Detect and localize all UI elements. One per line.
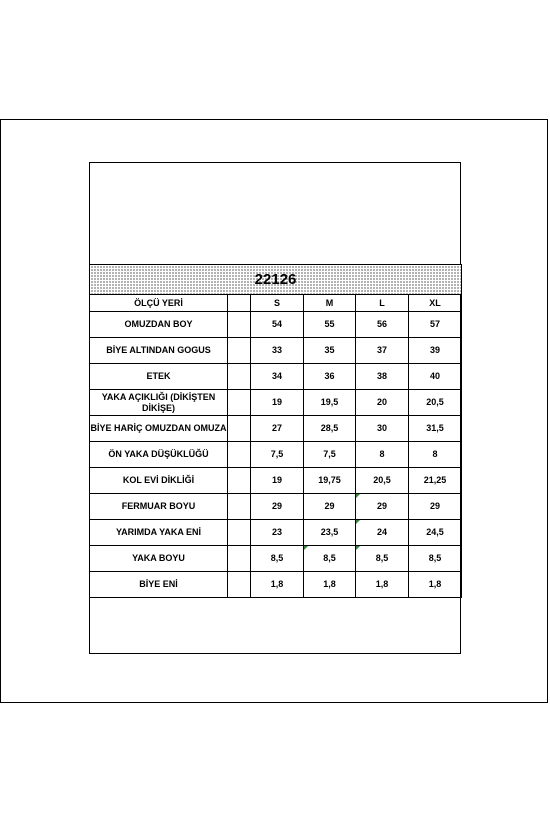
table-row bbox=[90, 520, 462, 546]
value-cell: 8,5 bbox=[356, 546, 409, 572]
value-cell: 34 bbox=[251, 364, 304, 390]
value-cell: 8,5 bbox=[409, 546, 462, 572]
table-row bbox=[90, 390, 462, 416]
spacer-cell bbox=[228, 338, 251, 364]
size-header-m: M bbox=[304, 295, 356, 312]
value-cell: 7,5 bbox=[251, 442, 304, 468]
value-cell: 1,8 bbox=[356, 572, 409, 598]
value-cell: 31,5 bbox=[409, 416, 462, 442]
measure-label: BİYE ENİ bbox=[90, 572, 228, 598]
value-cell: 35 bbox=[304, 338, 356, 364]
table-row bbox=[90, 494, 462, 520]
value-cell: 7,5 bbox=[304, 442, 356, 468]
measure-label: ÖN YAKA DÜŞÜKLÜĞÜ bbox=[90, 442, 228, 468]
measure-label: OMUZDAN BOY bbox=[90, 312, 228, 338]
value-cell: 1,8 bbox=[409, 572, 462, 598]
value-cell: 8,5 bbox=[251, 546, 304, 572]
table-row bbox=[90, 546, 462, 572]
value-cell: 24,5 bbox=[409, 520, 462, 546]
measure-label: FERMUAR BOYU bbox=[90, 494, 228, 520]
size-table-container bbox=[89, 264, 461, 598]
spacer-cell bbox=[228, 468, 251, 494]
value-cell: 57 bbox=[409, 312, 462, 338]
value-cell: 8,5 bbox=[304, 546, 356, 572]
value-cell: 27 bbox=[251, 416, 304, 442]
spacer-cell bbox=[228, 546, 251, 572]
size-header-s: S bbox=[251, 295, 304, 312]
measure-label: YAKA BOYU bbox=[90, 546, 228, 572]
value-cell: 54 bbox=[251, 312, 304, 338]
table-row bbox=[90, 416, 462, 442]
spacer-cell bbox=[228, 572, 251, 598]
value-cell: 29 bbox=[409, 494, 462, 520]
table-row bbox=[90, 572, 462, 598]
spacer-cell bbox=[228, 312, 251, 338]
value-cell: 33 bbox=[251, 338, 304, 364]
measure-label: ETEK bbox=[90, 364, 228, 390]
value-cell: 21,25 bbox=[409, 468, 462, 494]
spacer-cell bbox=[228, 494, 251, 520]
measure-label: YARIMDA YAKA ENİ bbox=[90, 520, 228, 546]
size-table bbox=[89, 264, 462, 598]
value-cell: 19 bbox=[251, 390, 304, 416]
value-cell: 28,5 bbox=[304, 416, 356, 442]
model-number-title: 22126 bbox=[90, 265, 462, 295]
value-cell: 39 bbox=[409, 338, 462, 364]
value-cell: 8 bbox=[409, 442, 462, 468]
spacer-cell bbox=[228, 416, 251, 442]
value-cell: 24 bbox=[356, 520, 409, 546]
measure-label: KOL EVİ DİKLİĞİ bbox=[90, 468, 228, 494]
value-cell: 29 bbox=[251, 494, 304, 520]
measure-label: BİYE ALTINDAN GOGUS bbox=[90, 338, 228, 364]
value-cell: 30 bbox=[356, 416, 409, 442]
value-cell: 19,5 bbox=[304, 390, 356, 416]
value-cell: 1,8 bbox=[251, 572, 304, 598]
value-cell: 19,75 bbox=[304, 468, 356, 494]
table-row bbox=[90, 468, 462, 494]
header-row bbox=[90, 295, 462, 312]
table-row bbox=[90, 442, 462, 468]
value-cell: 8 bbox=[356, 442, 409, 468]
value-cell: 29 bbox=[304, 494, 356, 520]
spacer-cell bbox=[228, 364, 251, 390]
table-row bbox=[90, 338, 462, 364]
measure-label: YAKA AÇIKLIĞI (DİKİŞTEN DİKİŞE) bbox=[90, 390, 228, 416]
spacer-cell bbox=[228, 295, 251, 312]
value-cell: 19 bbox=[251, 468, 304, 494]
size-header-l: L bbox=[356, 295, 409, 312]
spacer-cell bbox=[228, 520, 251, 546]
value-cell: 56 bbox=[356, 312, 409, 338]
value-cell: 23 bbox=[251, 520, 304, 546]
size-header-xl: XL bbox=[409, 295, 462, 312]
value-cell: 20,5 bbox=[356, 468, 409, 494]
value-cell: 36 bbox=[304, 364, 356, 390]
table-row bbox=[90, 312, 462, 338]
value-cell: 38 bbox=[356, 364, 409, 390]
spacer-cell bbox=[228, 442, 251, 468]
value-cell: 29 bbox=[356, 494, 409, 520]
value-cell: 20,5 bbox=[409, 390, 462, 416]
measure-label: BİYE HARİÇ OMUZDAN OMUZA bbox=[90, 416, 228, 442]
value-cell: 1,8 bbox=[304, 572, 356, 598]
value-cell: 37 bbox=[356, 338, 409, 364]
value-cell: 23,5 bbox=[304, 520, 356, 546]
value-cell: 40 bbox=[409, 364, 462, 390]
value-cell: 20 bbox=[356, 390, 409, 416]
value-cell: 55 bbox=[304, 312, 356, 338]
spacer-cell bbox=[228, 390, 251, 416]
table-row bbox=[90, 364, 462, 390]
header-measure-label: ÖLÇÜ YERİ bbox=[90, 295, 228, 312]
